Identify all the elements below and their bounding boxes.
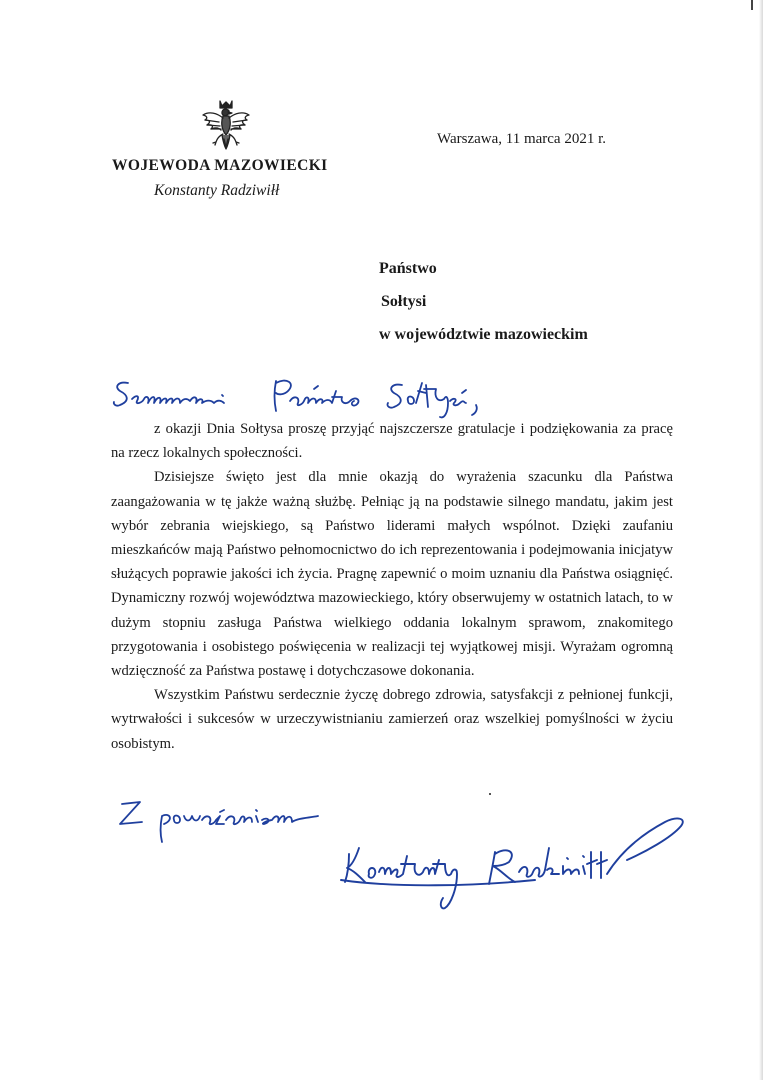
polish-eagle-emblem-icon — [199, 97, 253, 157]
recipient-line: Sołtysi — [381, 293, 427, 310]
letter-body — [111, 417, 673, 756]
issuer-name: Konstanty Radziwiłł — [154, 182, 280, 199]
handwritten-closing — [112, 792, 352, 852]
body-paragraph: Dzisiejsze święto jest dla mnie okazją do wyrażenia szacunku dla Państwa zaangażowania w tę jakże ważną służbę. Pełniąc ją na podstawie silnego mandatu, jakim jest wybór zebrania wiejskiego, są Państwo liderami małych wspólnot. Dzięki zaufaniu mieszkańców mają Państwo pełnomocnictwo do ich reprezentowania i podejmowania inicjatyw służących poprawie jakości ich życia. Pragnę zapewnić o moim uznaniu dla Państwa osiągnięć. Dynamiczny rozwój województwa mazowieckiego, który obserwujemy w ostatnich latach, to w dużym stopniu zasługa Państwa wielkiego oddania lokalnym sprawom, znakomitego przygotowania i osobistego poświęcenia w realizacji tej wyjątkowej misji. Wyrażam ogromną wdzięczność za Państwa postawę i dotychczasowe dokonania. — [111, 469, 673, 680]
scan-speck — [489, 793, 491, 795]
issuer-title: WOJEWODA MAZOWIECKI — [112, 157, 328, 174]
scan-edge — [759, 0, 763, 1080]
recipient-line: w województwie mazowieckim — [379, 326, 588, 343]
recipient-line: Państwo — [379, 260, 437, 277]
body-paragraph: z okazji Dnia Sołtysa proszę przyjąć najszczersze gratulacje i podziękowania za pracę na rzecz lokalnych społeczności. — [111, 421, 673, 462]
handwritten-signature — [335, 808, 695, 918]
body-paragraph: Wszystkim Państwu serdecznie życzę dobrego zdrowia, satysfakcji z pełnionej funkcji, wytrwałości i sukcesów w urzeczywistnianiu zamierzeń oraz wszelkiej pomyślności w życiu osobistym. — [111, 687, 673, 752]
recipient-block — [379, 259, 588, 358]
place-date: Warszawa, 11 marca 2021 r. — [437, 131, 606, 147]
scan-mark — [751, 0, 753, 10]
